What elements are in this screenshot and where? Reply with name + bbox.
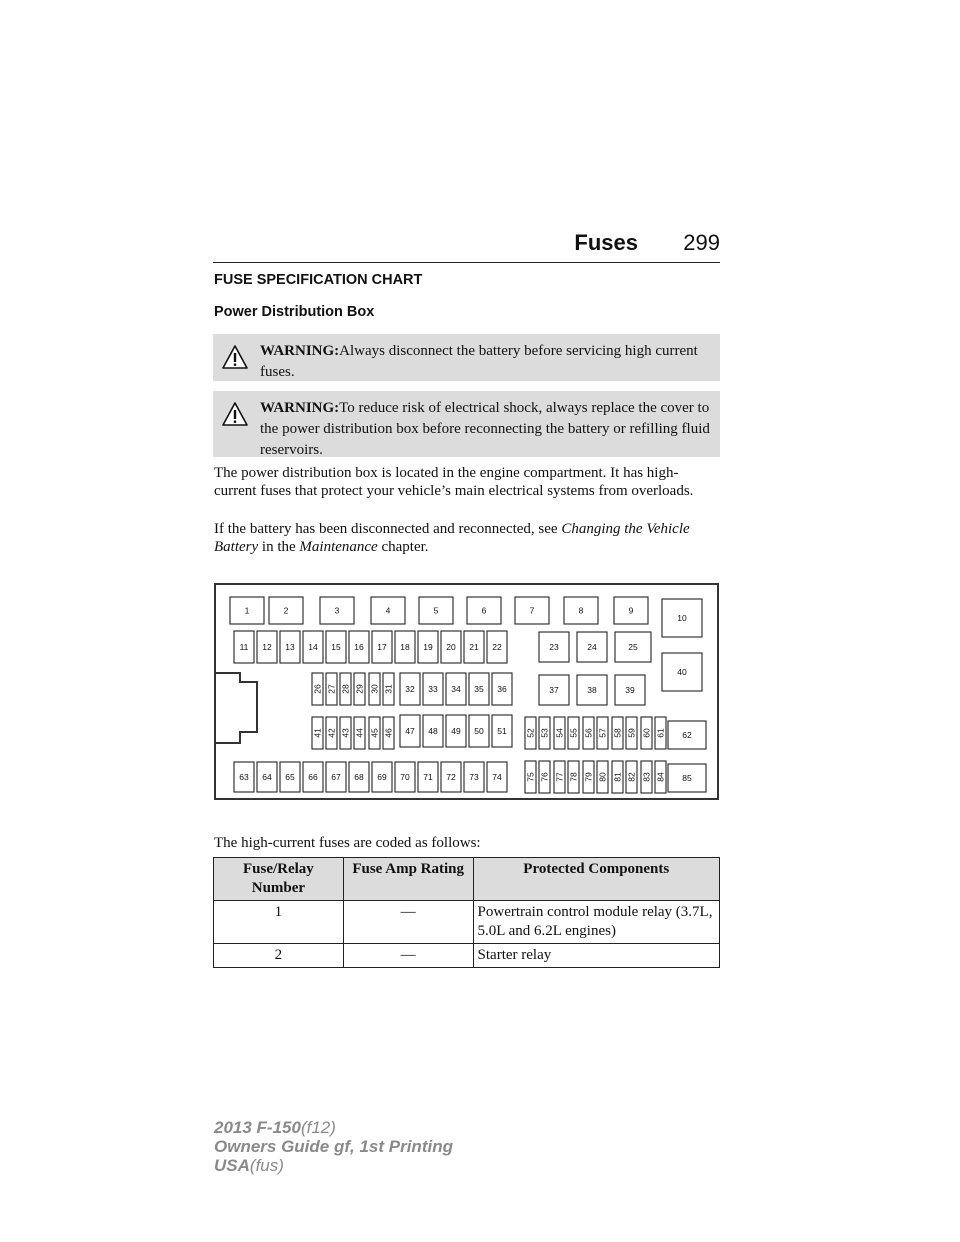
fuse-diagram-svg <box>216 585 717 798</box>
svg-text:50: 50 <box>474 726 484 736</box>
fuse-67 <box>326 762 346 792</box>
svg-text:69: 69 <box>377 772 387 782</box>
fuse-65 <box>280 762 300 792</box>
fuse-44 <box>354 717 365 749</box>
svg-text:75: 75 <box>525 772 536 782</box>
fuse-23 <box>539 632 569 662</box>
svg-text:16: 16 <box>354 642 364 652</box>
fuse-5 <box>419 597 453 624</box>
fuse-66 <box>303 762 323 792</box>
fuse-6 <box>467 597 501 624</box>
svg-text:56: 56 <box>583 728 594 738</box>
fuse-13 <box>280 631 300 663</box>
svg-text:10: 10 <box>677 613 687 623</box>
paragraph-coded: The high-current fuses are coded as follows: <box>214 835 481 851</box>
fuse-17 <box>372 631 392 663</box>
svg-text:64: 64 <box>262 772 272 782</box>
fuse-54 <box>554 717 565 749</box>
svg-text:76: 76 <box>539 772 550 782</box>
fuse-74 <box>487 762 507 792</box>
svg-text:30: 30 <box>369 684 380 694</box>
svg-text:78: 78 <box>568 772 579 782</box>
fuse-55 <box>568 717 579 749</box>
svg-text:71: 71 <box>423 772 433 782</box>
fuse-41 <box>312 717 323 749</box>
fuse-24 <box>577 632 607 662</box>
svg-text:36: 36 <box>497 684 507 694</box>
warning-label: WARNING: <box>260 343 340 359</box>
footer-guide: Owners Guide gf, 1st Printing <box>214 1137 453 1156</box>
svg-text:22: 22 <box>492 642 502 652</box>
svg-text:37: 37 <box>549 685 559 695</box>
fuse-73 <box>464 762 484 792</box>
svg-text:1: 1 <box>244 605 250 616</box>
svg-text:6: 6 <box>481 605 487 616</box>
column-header: Protected Components <box>473 858 719 901</box>
footer-model: 2013 F-150 <box>214 1118 301 1137</box>
fuse-75 <box>525 761 536 793</box>
link-maintenance[interactable]: Maintenance <box>299 539 378 555</box>
svg-text:19: 19 <box>423 642 433 652</box>
svg-text:17: 17 <box>377 642 387 652</box>
svg-text:32: 32 <box>405 684 415 694</box>
warning-text: Always disconnect the battery before servicing high current fuses. <box>260 343 698 380</box>
fuse-62 <box>668 721 706 749</box>
fuse-box-notch <box>216 673 257 743</box>
fuse-50 <box>469 715 489 747</box>
svg-text:83: 83 <box>641 772 652 782</box>
table-header-row <box>214 858 720 901</box>
svg-text:34: 34 <box>451 684 461 694</box>
fuse-47 <box>400 715 420 747</box>
fuse-71 <box>418 762 438 792</box>
fuse-9 <box>614 597 648 624</box>
svg-text:79: 79 <box>583 772 594 782</box>
svg-text:26: 26 <box>312 684 323 694</box>
column-header: Fuse Amp Rating <box>343 858 473 901</box>
fuse-30 <box>369 673 380 705</box>
fuse-21 <box>464 631 484 663</box>
fuse-60 <box>641 717 652 749</box>
fuse-10 <box>662 599 702 637</box>
fuse-4 <box>371 597 405 624</box>
fuse-spec-table <box>213 857 720 968</box>
svg-text:58: 58 <box>612 728 623 738</box>
svg-text:35: 35 <box>474 684 484 694</box>
svg-text:46: 46 <box>383 728 394 738</box>
paragraph-text: in the <box>258 539 300 555</box>
cell-number: 1 <box>214 901 344 944</box>
fuse-20 <box>441 631 461 663</box>
section-title: FUSE SPECIFICATION CHART <box>214 272 423 288</box>
table-row <box>214 944 720 968</box>
svg-text:24: 24 <box>587 642 597 652</box>
svg-text:80: 80 <box>597 772 608 782</box>
svg-text:84: 84 <box>655 772 666 782</box>
svg-text:65: 65 <box>285 772 295 782</box>
fuse-64 <box>257 762 277 792</box>
svg-text:59: 59 <box>626 728 637 738</box>
warning-label: WARNING: <box>260 400 340 416</box>
svg-text:7: 7 <box>529 605 535 616</box>
svg-text:25: 25 <box>628 642 638 652</box>
svg-text:72: 72 <box>446 772 456 782</box>
fuse-45 <box>369 717 380 749</box>
fuse-48 <box>423 715 443 747</box>
svg-text:12: 12 <box>262 642 272 652</box>
svg-text:82: 82 <box>626 772 637 782</box>
svg-text:61: 61 <box>655 728 666 738</box>
fuse-36 <box>492 673 512 705</box>
fuse-79 <box>583 761 594 793</box>
svg-text:81: 81 <box>612 772 623 782</box>
fuse-26 <box>312 673 323 705</box>
svg-text:29: 29 <box>354 684 365 694</box>
fuse-25 <box>615 632 651 662</box>
warning-text: To reduce risk of electrical shock, always replace the cover to the power distribution box before reconnecting the battery or refilling fluid reservoirs. <box>260 400 710 458</box>
svg-text:74: 74 <box>492 772 502 782</box>
page-number: 299 <box>683 230 720 255</box>
fuse-57 <box>597 717 608 749</box>
subsection-title: Power Distribution Box <box>214 304 375 320</box>
fuse-51 <box>492 715 512 747</box>
warning-triangle-icon <box>221 344 249 370</box>
fuse-28 <box>340 673 351 705</box>
fuse-61 <box>655 717 666 749</box>
svg-text:52: 52 <box>525 728 536 738</box>
footer-model-code: (f12) <box>300 1118 336 1137</box>
fuse-32 <box>400 673 420 705</box>
cell-rating: — <box>343 901 473 944</box>
fuse-85 <box>668 764 706 792</box>
fuse-46 <box>383 717 394 749</box>
fuse-83 <box>641 761 652 793</box>
fuse-43 <box>340 717 351 749</box>
cell-rating: — <box>343 944 473 968</box>
fuse-58 <box>612 717 623 749</box>
fuse-22 <box>487 631 507 663</box>
svg-text:23: 23 <box>549 642 559 652</box>
svg-text:28: 28 <box>340 684 351 694</box>
svg-text:13: 13 <box>285 642 295 652</box>
fuse-12 <box>257 631 277 663</box>
svg-text:21: 21 <box>469 642 479 652</box>
svg-text:2: 2 <box>283 605 289 616</box>
svg-text:48: 48 <box>428 726 438 736</box>
cell-component: Starter relay <box>473 944 719 968</box>
fuse-27 <box>326 673 337 705</box>
fuse-80 <box>597 761 608 793</box>
svg-text:53: 53 <box>539 728 550 738</box>
page-header <box>213 228 720 263</box>
fuse-33 <box>423 673 443 705</box>
fuse-76 <box>539 761 550 793</box>
svg-text:68: 68 <box>354 772 364 782</box>
svg-text:73: 73 <box>469 772 479 782</box>
fuse-19 <box>418 631 438 663</box>
svg-text:31: 31 <box>383 684 394 694</box>
fuse-18 <box>395 631 415 663</box>
fuse-7 <box>515 597 549 624</box>
svg-text:43: 43 <box>340 728 351 738</box>
fuse-40 <box>662 653 702 691</box>
svg-text:14: 14 <box>308 642 318 652</box>
cell-component: Powertrain control module relay (3.7L, 5.0L and 6.2L engines) <box>473 901 719 944</box>
fuse-box-diagram <box>214 583 719 800</box>
svg-text:49: 49 <box>451 726 461 736</box>
column-header: Fuse/Relay Number <box>214 858 344 901</box>
fuse-52 <box>525 717 536 749</box>
fuse-82 <box>626 761 637 793</box>
fuse-53 <box>539 717 550 749</box>
fuse-84 <box>655 761 666 793</box>
fuse-35 <box>469 673 489 705</box>
warning-box-1 <box>213 334 720 381</box>
page-title: Fuses <box>574 230 638 255</box>
svg-text:15: 15 <box>331 642 341 652</box>
footer-region: USA <box>214 1156 250 1175</box>
fuse-78 <box>568 761 579 793</box>
svg-text:66: 66 <box>308 772 318 782</box>
fuse-38 <box>577 675 607 705</box>
fuse-11 <box>234 631 254 663</box>
fuse-31 <box>383 673 394 705</box>
svg-text:27: 27 <box>326 684 337 694</box>
fuse-34 <box>446 673 466 705</box>
fuse-59 <box>626 717 637 749</box>
fuse-70 <box>395 762 415 792</box>
fuse-81 <box>612 761 623 793</box>
svg-text:45: 45 <box>369 728 380 738</box>
svg-text:85: 85 <box>682 773 692 783</box>
paragraph-text: chapter. <box>377 539 429 555</box>
svg-text:41: 41 <box>312 728 323 738</box>
svg-text:33: 33 <box>428 684 438 694</box>
svg-text:77: 77 <box>554 772 565 782</box>
fuse-68 <box>349 762 369 792</box>
svg-text:60: 60 <box>641 728 652 738</box>
fuse-42 <box>326 717 337 749</box>
svg-text:40: 40 <box>677 667 687 677</box>
svg-text:11: 11 <box>239 642 249 652</box>
svg-text:20: 20 <box>446 642 456 652</box>
fuse-72 <box>441 762 461 792</box>
svg-text:42: 42 <box>326 728 337 738</box>
fuse-49 <box>446 715 466 747</box>
fuse-2 <box>269 597 303 624</box>
svg-text:54: 54 <box>554 728 565 738</box>
warning-box-2 <box>213 391 720 457</box>
warning-triangle-icon <box>221 401 249 427</box>
svg-text:70: 70 <box>400 772 410 782</box>
fuse-14 <box>303 631 323 663</box>
svg-text:44: 44 <box>354 728 365 738</box>
fuse-37 <box>539 675 569 705</box>
footer-region-code: (fus) <box>249 1156 284 1175</box>
paragraph-battery <box>214 520 720 556</box>
cell-number: 2 <box>214 944 344 968</box>
fuse-29 <box>354 673 365 705</box>
svg-text:18: 18 <box>400 642 410 652</box>
svg-text:55: 55 <box>568 728 579 738</box>
svg-text:47: 47 <box>405 726 415 736</box>
fuse-3 <box>320 597 354 624</box>
fuse-77 <box>554 761 565 793</box>
svg-text:39: 39 <box>625 685 635 695</box>
fuse-63 <box>234 762 254 792</box>
fuse-1 <box>230 597 264 624</box>
svg-text:4: 4 <box>385 605 391 616</box>
fuse-15 <box>326 631 346 663</box>
svg-text:9: 9 <box>628 605 634 616</box>
svg-text:62: 62 <box>682 730 692 740</box>
paragraph-location: The power distribution box is located in the engine compartment. It has high-current fuses that protect your vehicle’s main electrical systems from overloads. <box>214 465 694 499</box>
fuse-16 <box>349 631 369 663</box>
svg-text:51: 51 <box>497 726 507 736</box>
fuse-8 <box>564 597 598 624</box>
svg-text:67: 67 <box>331 772 341 782</box>
svg-text:8: 8 <box>578 605 584 616</box>
svg-text:63: 63 <box>239 772 249 782</box>
svg-text:5: 5 <box>433 605 439 616</box>
fuse-56 <box>583 717 594 749</box>
svg-text:3: 3 <box>334 605 340 616</box>
paragraph-text: If the battery has been disconnected and reconnected, see <box>214 521 562 537</box>
fuse-39 <box>615 675 645 705</box>
svg-text:38: 38 <box>587 685 597 695</box>
fuse-69 <box>372 762 392 792</box>
svg-text:57: 57 <box>597 728 608 738</box>
link-changing-battery[interactable]: Changing the Vehicle Battery <box>214 521 690 555</box>
page-footer <box>214 1118 453 1175</box>
table-row <box>214 901 720 944</box>
